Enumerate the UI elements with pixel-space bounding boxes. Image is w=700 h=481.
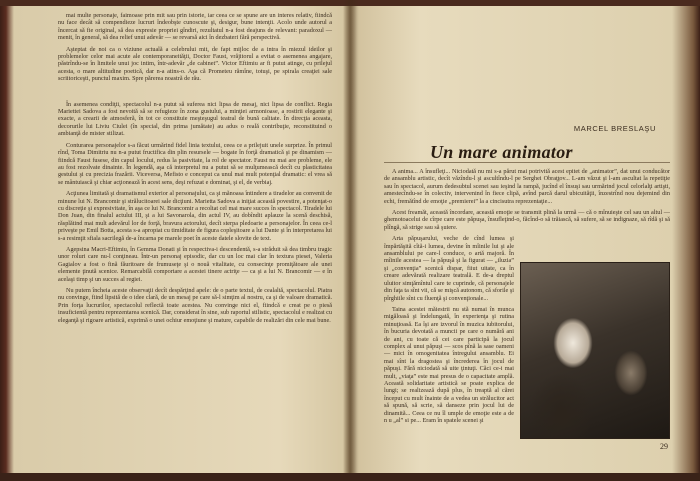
article-title: Un mare animator: [430, 142, 573, 162]
book-gutter: [343, 0, 359, 481]
left-paragraph: Acţiunea limitată şi dramatismul exterior al personajului, ca şi mănoasa întindere a tiradelor au convenit de minune lui N. Brancomir şi strălucitoarei sale dicţiuni. Marietta Sadova a iniţiat această povestire, a potenţat-o cu discreţie şi expresivitate, în aşa ce lui N. Brancomir a recoltat cel mai mare succes în spectacol. Tiradele lui Don Juan, din finalul actului III, şi a lui Savonarola, din actul IV, au dobîndit aplauze la scenă deschisă, răsplătind mai mult adevărul lor de forţă, bravura actorului, decît sterpa pledoarie a personajelor. În ceea ce-l priveşte pe Emil Botta, acesta s-a apropiat cu timiditate de figura copleşitoare a lui Dante şi în interpretarea lui s-a resimţit sfiala sacrilegă de-a încarna pe marele poet în aceste datele slovite de text.: [58, 190, 332, 242]
article-author: MARCEL BRESLAŞU: [573, 124, 656, 133]
left-paragraph: Aşteptat de noi ca o viziune actuală a celebrului mit, de fapt mijloc de a intra în miezul ideilor şi problemelor celor mai acute ale contemporaneităţii, Doctor Faust, vrăjitorul a evitat o asemenea angajare, păstrîndu-se în limitele unui joc intim, într-adevăr „de cabinet”. Victor Eftimiu ar fi putut atinge, cu prilejul acesta, o mare altitudine poetică, dar n-a atins-o. Aşa că Prometeu rămîne, totuşi, pe spirala creaţiei sale scriitoriceşti, punctul maxim. Spre părerea noastră de rău.: [58, 45, 332, 83]
right-paragraph: Taina acestei măiestrii nu stă numai în munca migăloasă şi îndelungată, în experienţa şi rutina minuţioasă. Ea îşi are izvorul în muzica iubitorului, în bucuria devotată a muncii pe care o numără ani de ani, cu toate că cei care participă la jocul complex al unui păpuşi — scos pînă la sase oameni — mici în omogenitatea întregului ansamblu. Ei mai sînt la dragostea şi încrederea în jocul de păpuşi. Fără niciodată să uite ţintuţi. Căci ce-i mai mult, „viaţa” este mai presus de o capacitate amplă. Această solidaritate artistică se poate explica de lungi; se realizează după plus, în treaptă al cărei început cu mult înainte de a vedea un strălucitor act să spună, să scrie, să danseze prin jocul lui de dinamită... Ceea ce nu îl umple de emoţie este a de n u „al” si pe... Eram în spatele scenei şi: [384, 305, 514, 424]
left-paragraph: Nu putem încheia aceste observaţii decît despărţind apele: de o parte textul, de cealaltă, spectacolul. Piatra nu convinge, fiind lipsită de o idee clară, de un mesaj pe care să-l simţim al nostru, ca şi de valoare dramatică. Prin forţa lucrurilor, spectacolul reflectă toate acestea. Nu convinge nici el, fiindcă e creat pe o piesă insuficientă pentru reprezentarea scenică. Dar, considerat în sine, sub raportul stilistic, spectacolul e realizat cu eleganţă şi rigoare artistică, exprimă o unei ochiur emoţiune şi mature, capabile de realizări din cele mai bune.: [58, 287, 332, 324]
left-paragraph: Conturarea personajelor s-a făcut urmărind fidel linia textului, ceea ce a prilejuit unele surprize. În primul rînd, Toma Dimitriu nu n-a putut fructifica din plin resursele — bogate în forţă dramatică şi pe dinamism — fiindcă Faust fusese, din capul locului, redus la pasivitate, la rol de spectator. Faust nu mai are probleme, ele au fost rezolvate dinainte. În legendă, aşa că interpretul nu a putut să se mulţumească decît cu plasticitatea gestului şi cu precizia frazării. Viceversa, Mefisto e conceput ca unul mai mult potenţial dramatic: el vrea să se mântuiască şi chiar acţionează în acest sens, deşi refuzat e dominat, şi el, de verbiaj.: [58, 141, 332, 186]
page-number: 29: [660, 442, 668, 451]
right-paragraph: A anima... A însufleţi... Niciodată nu mi s-a părut mai potrivită acest epitet de „animator”, dat unui conducător de ansamblu artistic, decît văzîndu-l şi ascultîndu-l pe Serghei Obraţţov... L-am văzut şi l-am ascultat la repetiţie sau în spectacol, aurum dedesubtul scenei sau ieşind la rampă, jucînd el însuşi sau urmărind jocul celorlalţi artişti, amestecîndu-se în colectiv, intervenind în fiece clipă, avînd parcă darul ubicuităţii, înzestrînd nou dejemind din echi, fremătînd de emoţie „premierei” la a cincisutra reprezentaţie...: [384, 168, 670, 205]
left-page-text: [58, 12, 332, 474]
left-paragraph: În asemenea condiţii, spectacolul n-a putut să suferea nici lipsa de mesaj, nici lipsa de conflict. Regia Mariettei Sadova a fost nevoită să se refugieze în zona gustului, a minţiei armonioase, a rostirii elegante şi exacte, a crearii de atmosferă, în tot ce constituie meşteşugul teatral de bună calitate. În direcţia aceasta, decorurile lui Liviu Ciulei (în special, din prima jumătate) au adus o reală contribuţie, reconstituind o ambianţă de mister stilizat.: [58, 100, 332, 138]
right-paragraph: Arta păpuşarului, veche de cînd lumea şi împărtăşită cîtă-i lumea, devine în mîinile lui şi ale ansamblului pe care-l conduce, o artă majoră. În mîinile acestea — la păpuşă şi la figurat — „iluzia” şi „convenţia” scenică dispar, fiiut uitate, ca în creare adevărată realizare teatrală. E de-a dreptul uluitor simţămîntul care te cuprinde, că personajele din faţa ta sînt vii, că se mişcă autonom, că sforile şi pîrghiile sînt cu fluenţă şi convenţionale...: [384, 235, 514, 302]
section-divider: [58, 87, 332, 101]
right-paragraph: Acest freamăt, această încordare, această emoţie se transmit plină la urmă — că o mînuieşte cel sau un altul — ghemotoacelui de cîrpe care este păpuşa, însufleţind-o, făcînd-o să trăiască, să sufere, să se indignaze, să rîdă şi să plîngă, să strige sau să şuiere.: [384, 209, 670, 231]
puppeteer-photo: [520, 262, 670, 439]
book-bottom-edge: [0, 473, 700, 481]
left-paragraph: Agepsina Macri-Eftimiu, în Gemma Donati şi în respectiva-i descendentă, s-a străduit să dea timbru tragic unor roluri care nu-l conţineau. Într-un personaj episodic, dar cu un loc mai clar în textura piesei, Valeria Gagialov a fost o fină făuritoare de frumuseţe şi o nouă vitalitate, cu consecinţe promiţătoare ale unei elemente ţinută scenice. Remarcabilă comportare a acestei tinere actriţe — ca şi a lui N. Brancomir — e în acelaşi timp şi un succes al regiei.: [58, 245, 332, 283]
left-paragraph: mai multe personaje, faimoase prin mit sau prin istorie, iar ceea ce se spune are un interes relativ, fiindcă nu face decât să compendieze lucruri îndeobşte cunoscute şi, desigur, bune intenţii. Acolo unde autorul a încercat să fie original, să dea expresie propriei gîndiri, rezultatul n-a fost deajuns de relevant: paradoxul — menit, în general, să dea relief unui adevăr — se revarsă aici în dezbateri fără perspectivă.: [58, 12, 332, 42]
title-rule: [384, 162, 670, 163]
